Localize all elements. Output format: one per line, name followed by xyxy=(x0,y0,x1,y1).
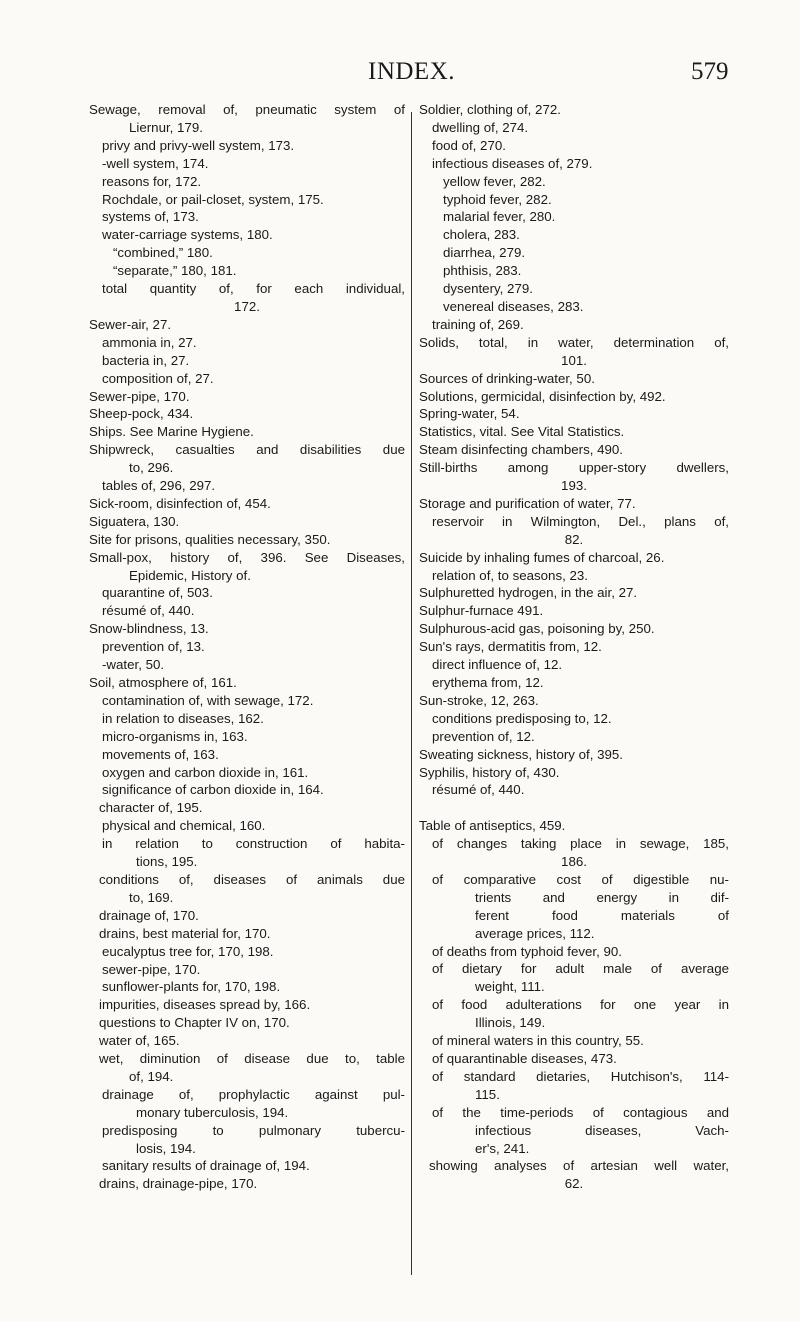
index-entry-line: Sun's rays, dermatitis from, 12. xyxy=(419,639,602,655)
index-entry-line: Spring-water, 54. xyxy=(419,406,520,422)
index-entry-line: Ships. See Marine Hygiene. xyxy=(89,424,254,440)
index-entry-continuation: tions, 195. xyxy=(136,854,198,870)
index-entry-line: micro-organisms in, 163. xyxy=(102,728,248,744)
index-entry xyxy=(419,459,729,495)
index-entry xyxy=(89,370,405,388)
index-entry xyxy=(89,764,405,782)
section-gap xyxy=(419,799,729,817)
index-entry-line: Sheep-pock, 434. xyxy=(89,406,194,422)
index-entry-line: Statistics, vital. See Vital Statistics. xyxy=(419,424,625,440)
index-entry xyxy=(419,674,729,692)
index-entry xyxy=(419,441,729,459)
index-entry xyxy=(419,137,729,155)
index-entry xyxy=(419,835,729,871)
index-entry xyxy=(89,817,405,835)
index-entry xyxy=(89,334,405,352)
index-entry xyxy=(89,262,405,280)
index-entry xyxy=(419,495,729,513)
index-entry-line: sanitary results of drainage of, 194. xyxy=(102,1158,310,1174)
index-entry xyxy=(89,656,405,674)
index-entry-line: yellow fever, 282. xyxy=(443,173,546,189)
index-entry xyxy=(419,370,729,388)
index-entry xyxy=(419,316,729,334)
index-entry xyxy=(89,978,405,996)
index-entry-line: questions to Chapter IV on, 170. xyxy=(99,1015,290,1031)
index-entry-continuation: er's, 241. xyxy=(475,1140,530,1156)
index-entry-line: phthisis, 283. xyxy=(443,263,522,279)
index-entry-line: tables of, 296, 297. xyxy=(102,478,216,494)
index-entry xyxy=(419,710,729,728)
index-entry xyxy=(89,137,405,155)
index-entry xyxy=(419,1032,729,1050)
index-entry-continuation: 115. xyxy=(475,1086,500,1102)
index-entry-line: of the time-periods of contagious and xyxy=(432,1104,729,1120)
index-entry-line: typhoid fever, 282. xyxy=(443,191,552,207)
index-entry xyxy=(89,477,405,495)
index-entry xyxy=(89,441,405,477)
index-entry-continuation: 186. xyxy=(561,854,587,870)
index-entry-line: reasons for, 172. xyxy=(102,173,202,189)
index-entry xyxy=(89,1175,405,1193)
index-entry-line: Steam disinfecting chambers, 490. xyxy=(419,442,623,458)
index-entry xyxy=(419,208,729,226)
index-right-column xyxy=(419,101,729,1193)
index-entry-line: training of, 269. xyxy=(432,316,524,332)
index-entry xyxy=(419,423,729,441)
index-entry-line: eucalyptus tree for, 170, 198. xyxy=(102,943,274,959)
index-entry-continuation: 62. xyxy=(564,1176,584,1192)
index-entry-line: total quantity of, for each individual, xyxy=(102,281,405,297)
index-entry-line: food of, 270. xyxy=(432,137,506,153)
index-entry-line: showing analyses of artesian well water, xyxy=(429,1158,729,1174)
index-entry-line: physical and chemical, 160. xyxy=(102,818,266,834)
index-entry xyxy=(419,1104,729,1158)
index-entry-line: contamination of, with sewage, 172. xyxy=(102,692,314,708)
index-left-column xyxy=(89,101,405,1193)
index-entry xyxy=(419,513,729,549)
index-entry-line: erythema from, 12. xyxy=(432,675,544,690)
index-entry-line: Solutions, germicidal, disinfection by, 492. xyxy=(419,388,666,404)
index-entry xyxy=(89,316,405,334)
index-entry-line: movements of, 163. xyxy=(102,746,219,762)
index-entry xyxy=(89,405,405,423)
index-entry xyxy=(419,584,729,602)
index-entry xyxy=(89,173,405,191)
index-entry xyxy=(419,155,729,173)
index-entry-line: drains, drainage-pipe, 170. xyxy=(99,1176,258,1192)
index-entry-continuation: average prices, 112. xyxy=(475,925,595,941)
index-entry-line: résumé of, 440. xyxy=(432,782,525,798)
index-entry-line: of standard dietaries, Hutchison's, 114- xyxy=(432,1068,729,1084)
index-entry-line: Sweating sickness, history of, 395. xyxy=(419,746,623,762)
index-entry-line: Sick-room, disinfection of, 454. xyxy=(89,495,271,511)
index-entry xyxy=(89,638,405,656)
index-entry-line: Sulphur-furnace 491. xyxy=(419,603,544,619)
index-entry-continuation: Epidemic, History of. xyxy=(129,567,251,583)
column-divider xyxy=(411,112,412,1275)
index-entry-line: venereal diseases, 283. xyxy=(443,298,584,314)
index-entry-continuation: 193. xyxy=(561,478,587,494)
index-entry-continuation: monary tuberculosis, 194. xyxy=(136,1104,289,1120)
index-entry xyxy=(89,155,405,173)
index-entry xyxy=(89,531,405,549)
index-entry xyxy=(419,262,729,280)
index-entry xyxy=(89,961,405,979)
index-entry xyxy=(89,710,405,728)
index-entry xyxy=(89,1122,405,1158)
index-entry xyxy=(89,388,405,406)
index-entry xyxy=(419,388,729,406)
index-entry-line: Table of antiseptics, 459. xyxy=(419,818,566,834)
index-entry-continuation: of, 194. xyxy=(129,1068,174,1084)
index-entry-line: Sulphurous-acid gas, poisoning by, 250. xyxy=(419,621,655,637)
index-entry xyxy=(419,692,729,710)
index-entry xyxy=(89,943,405,961)
index-entry-line: of mineral waters in this country, 55. xyxy=(432,1033,644,1049)
index-entry xyxy=(89,101,405,137)
index-entry xyxy=(419,960,729,996)
index-entry xyxy=(89,1014,405,1032)
index-entry-line: sunflower-plants for, 170, 198. xyxy=(102,979,281,995)
index-entry-line: bacteria in, 27. xyxy=(102,352,190,368)
index-entry-line: of quarantinable diseases, 473. xyxy=(432,1051,617,1067)
index-entry-line: predisposing to pulmonary tubercu- xyxy=(102,1122,405,1138)
index-entry xyxy=(419,173,729,191)
index-entry xyxy=(89,226,405,244)
index-entry xyxy=(419,817,729,835)
index-entry xyxy=(89,584,405,602)
index-entry xyxy=(89,692,405,710)
index-entry-line: drainage of, prophylactic against pul- xyxy=(102,1086,405,1102)
index-entry-line: of food adulterations for one year in xyxy=(432,997,729,1013)
index-entry xyxy=(89,280,405,316)
index-entry xyxy=(89,1157,405,1175)
index-entry-line: impurities, diseases spread by, 166. xyxy=(99,997,311,1013)
index-entry-line: “separate,” 180, 181. xyxy=(113,263,237,279)
index-entry xyxy=(89,799,405,817)
index-entry xyxy=(419,638,729,656)
index-entry xyxy=(89,244,405,262)
index-entry-line: ammonia in, 27. xyxy=(102,334,197,350)
index-entry xyxy=(419,1050,729,1068)
index-entry-line: Solids, total, in water, determination of, xyxy=(419,334,729,350)
index-entry xyxy=(89,352,405,370)
page-title: INDEX. xyxy=(368,58,456,85)
index-entry xyxy=(89,871,405,907)
index-entry-continuation: 82. xyxy=(564,531,584,547)
index-entry-line: Syphilis, history of, 430. xyxy=(419,764,560,780)
index-entry-line: -water, 50. xyxy=(102,657,165,673)
index-entry xyxy=(419,764,729,782)
index-entry-continuation: losis, 194. xyxy=(136,1140,196,1156)
index-entry xyxy=(89,674,405,692)
index-entry-continuation: ferent food materials of xyxy=(475,907,729,923)
index-entry-continuation: 101. xyxy=(561,352,587,368)
index-entry-line: malarial fever, 280. xyxy=(443,209,556,225)
index-entry-continuation: infectious diseases, Vach- xyxy=(475,1122,729,1138)
page-header xyxy=(0,58,800,98)
index-entry xyxy=(419,1157,729,1193)
index-entry-line: Sewer-air, 27. xyxy=(89,316,172,332)
index-entry-line: water-carriage systems, 180. xyxy=(102,227,273,243)
index-entry-continuation: trients and energy in dif- xyxy=(475,889,729,905)
index-entry xyxy=(419,1068,729,1104)
index-entry-line: dysentery, 279. xyxy=(443,281,533,297)
index-entry xyxy=(89,835,405,871)
index-entry-line: Small-pox, history of, 396. See Diseases, xyxy=(89,549,405,565)
index-entry-line: character of, 195. xyxy=(99,800,203,816)
index-entry-line: of dietary for adult male of average xyxy=(432,961,729,977)
index-entry xyxy=(89,1050,405,1086)
index-entry-line: significance of carbon dioxide in, 164. xyxy=(102,782,324,798)
index-entry xyxy=(419,746,729,764)
index-entry xyxy=(419,244,729,262)
index-entry-line: drainage of, 170. xyxy=(99,907,199,923)
index-entry xyxy=(419,728,729,746)
index-entry xyxy=(89,1032,405,1050)
index-entry-line: Sources of drinking-water, 50. xyxy=(419,370,595,386)
index-entry-line: Shipwreck, casualties and disabilities due xyxy=(89,442,405,458)
index-entry-line: Rochdale, or pail-closet, system, 175. xyxy=(102,191,324,207)
index-entry xyxy=(419,298,729,316)
index-entry xyxy=(89,781,405,799)
index-entry xyxy=(89,513,405,531)
index-entry-line: water of, 165. xyxy=(99,1033,180,1049)
index-entry xyxy=(89,423,405,441)
index-entry-line: conditions predisposing to, 12. xyxy=(432,710,612,726)
index-entry xyxy=(89,746,405,764)
index-entry-continuation: Illinois, 149. xyxy=(475,1015,546,1031)
index-entry-line: infectious diseases of, 279. xyxy=(432,155,593,171)
index-entry-line: reservoir in Wilmington, Del., plans of, xyxy=(432,513,729,529)
index-entry xyxy=(89,191,405,209)
index-entry-line: oxygen and carbon dioxide in, 161. xyxy=(102,764,309,780)
index-entry-line: drains, best material for, 170. xyxy=(99,925,271,941)
index-entry-continuation: to, 169. xyxy=(129,889,174,905)
index-entry-line: Soldier, clothing of, 272. xyxy=(419,102,561,117)
index-entry xyxy=(89,602,405,620)
index-entry-continuation: weight, 111. xyxy=(475,979,545,995)
index-entry xyxy=(419,781,729,799)
index-entry xyxy=(89,996,405,1014)
index-entry-line: wet, diminution of disease due to, table xyxy=(99,1051,405,1067)
index-entry xyxy=(89,728,405,746)
index-entry-continuation: to, 296. xyxy=(129,460,174,476)
index-entry xyxy=(419,405,729,423)
index-entry-line: Sun-stroke, 12, 263. xyxy=(419,692,539,708)
index-entry xyxy=(419,567,729,585)
index-entry-line: Sewage, removal of, pneumatic system of xyxy=(89,102,405,117)
index-entry xyxy=(419,871,729,943)
index-entry-line: privy and privy-well system, 173. xyxy=(102,137,295,153)
index-entry-line: dwelling of, 274. xyxy=(432,119,529,135)
index-entry-line: of comparative cost of digestible nu- xyxy=(432,871,729,887)
index-entry-line: “combined,” 180. xyxy=(113,245,213,261)
index-entry-line: cholera, 283. xyxy=(443,227,520,243)
index-entry-line: résumé of, 440. xyxy=(102,603,195,619)
index-entry xyxy=(89,495,405,513)
index-entry-line: in relation to diseases, 162. xyxy=(102,710,264,726)
index-entry-continuation: Liernur, 179. xyxy=(129,119,203,135)
index-entry xyxy=(419,656,729,674)
index-entry xyxy=(419,943,729,961)
index-entry-line: diarrhea, 279. xyxy=(443,245,526,261)
index-entry-line: composition of, 27. xyxy=(102,370,214,386)
index-entry xyxy=(419,280,729,298)
index-entry-line: quarantine of, 503. xyxy=(102,585,213,601)
index-entry xyxy=(419,191,729,209)
index-entry-line: Still-births among upper-story dwellers, xyxy=(419,460,729,476)
index-entry xyxy=(419,602,729,620)
index-entry-line: -well system, 174. xyxy=(102,155,209,171)
index-entry-line: prevention of, 13. xyxy=(102,639,205,655)
index-entry-line: Site for prisons, qualities necessary, 350. xyxy=(89,531,331,547)
index-entry-line: relation of, to seasons, 23. xyxy=(432,567,588,583)
index-entry xyxy=(89,925,405,943)
index-entry xyxy=(419,226,729,244)
page-number: 579 xyxy=(691,58,729,85)
index-entry-line: of deaths from typhoid fever, 90. xyxy=(432,943,622,959)
index-entry xyxy=(89,620,405,638)
index-entry xyxy=(419,620,729,638)
index-entry-line: Soil, atmosphere of, 161. xyxy=(89,675,237,690)
index-entry-line: conditions of, diseases of animals due xyxy=(99,871,405,887)
index-entry-line: Snow-blindness, 13. xyxy=(89,621,209,637)
index-entry xyxy=(419,549,729,567)
index-entry xyxy=(89,1086,405,1122)
index-entry xyxy=(419,101,729,119)
index-entry-line: Suicide by inhaling fumes of charcoal, 26. xyxy=(419,549,665,565)
index-entry-line: Storage and purification of water, 77. xyxy=(419,495,636,511)
index-entry-line: direct influence of, 12. xyxy=(432,657,563,673)
index-entry-line: sewer-pipe, 170. xyxy=(102,961,201,977)
index-entry-line: Sulphuretted hydrogen, in the air, 27. xyxy=(419,585,638,601)
index-entry xyxy=(419,119,729,137)
index-entry xyxy=(89,549,405,585)
index-entry-line: in relation to construction of habita- xyxy=(102,836,405,852)
index-entry-line: of changes taking place in sewage, 185, xyxy=(432,836,729,852)
index-entry xyxy=(419,334,729,370)
index-entry-line: Siguatera, 130. xyxy=(89,513,180,529)
index-entry xyxy=(89,907,405,925)
index-entry xyxy=(419,996,729,1032)
index-entry-line: prevention of, 12. xyxy=(432,728,535,744)
index-entry-line: systems of, 173. xyxy=(102,209,199,225)
index-entry-continuation: 172. xyxy=(234,298,260,314)
index-entry xyxy=(89,208,405,226)
index-entry-line: Sewer-pipe, 170. xyxy=(89,388,190,404)
